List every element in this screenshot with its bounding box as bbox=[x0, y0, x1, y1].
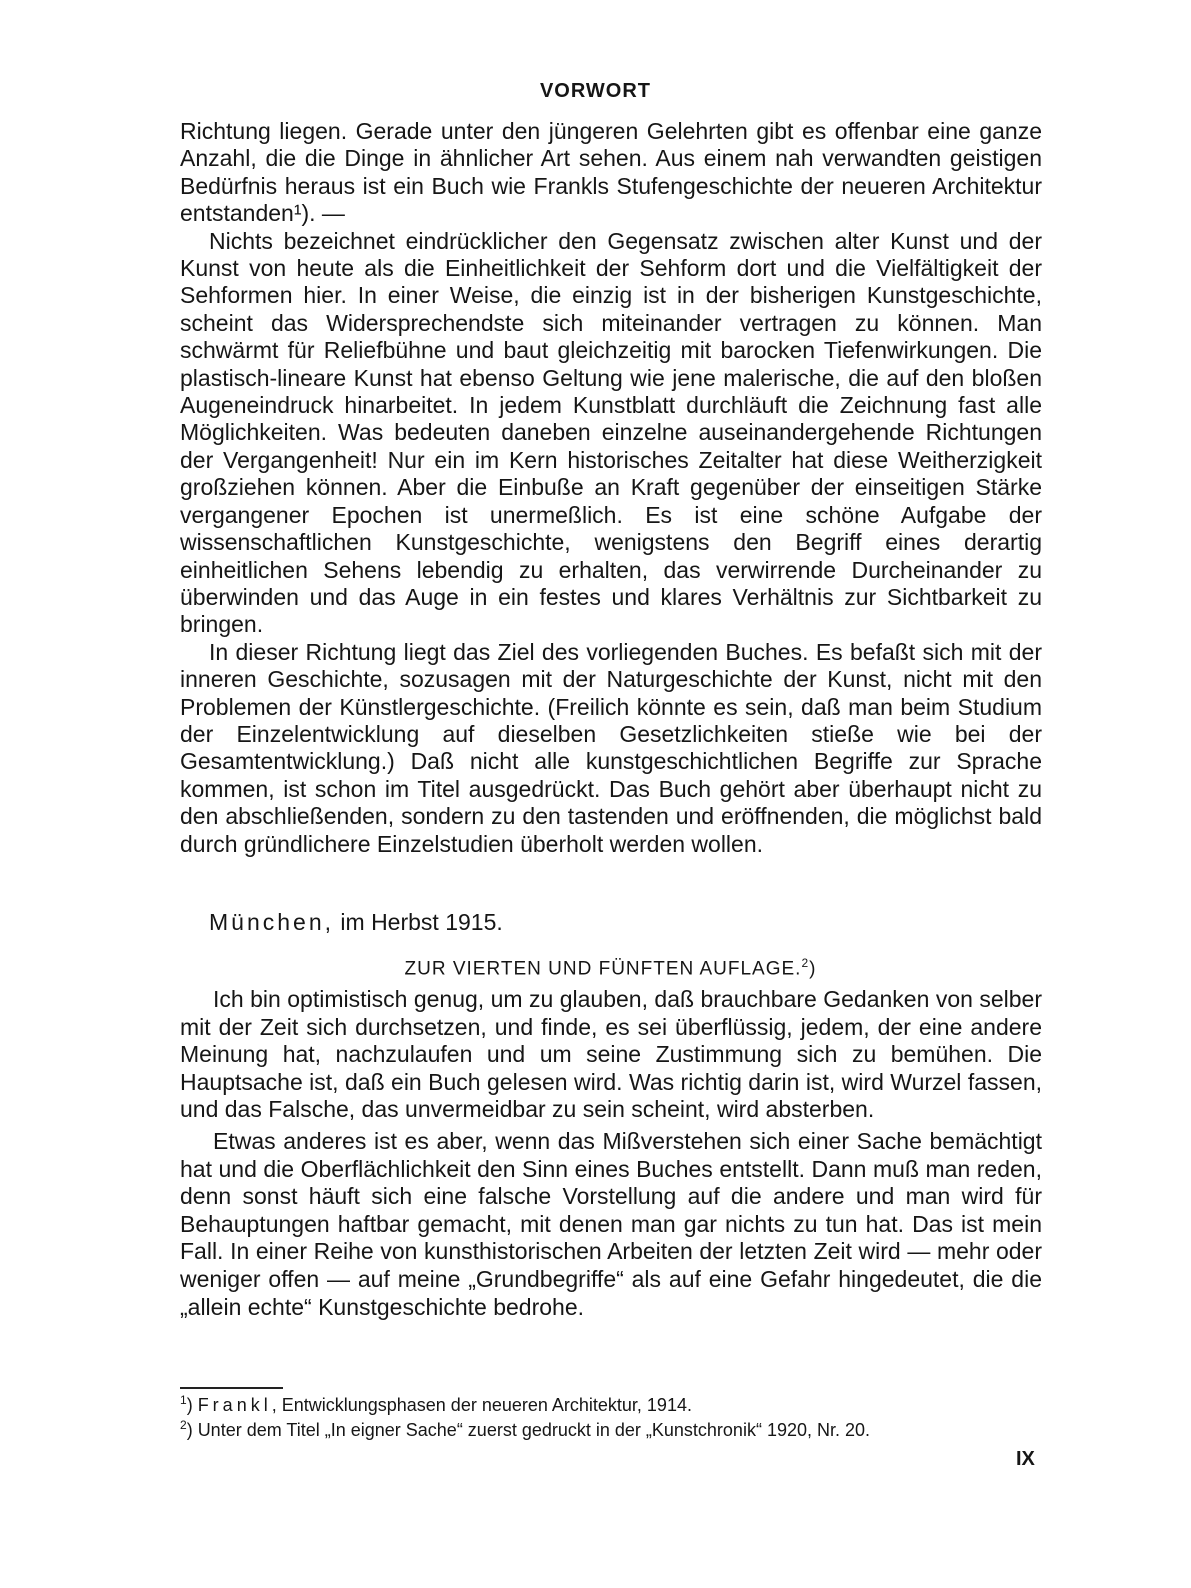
footnote: $^2$) Unter dem Titel „In eigner Sache“ zuerst gedruckt in der „Kunstchronik“ 1920, Nr. 20. bbox=[180, 1418, 871, 1440]
signoff bbox=[209, 909, 503, 936]
footnote-author: Frankl bbox=[197, 1395, 272, 1415]
page-number: IX bbox=[1016, 1448, 1035, 1470]
paragraph: Richtung liegen. Gerade unter den jüngeren Gelehrten gibt es offenbar eine ganze Anzahl, die die Dinge in ähnlicher Art sehen. Aus einem nah verwandten geistigen Bedürfnis heraus ist ein Buch wie Frankls Stufengeschichte der neueren Architektur entstanden¹). — bbox=[180, 118, 1042, 227]
footnote-mark: 2 bbox=[180, 1418, 187, 1432]
running-head: VORWORT bbox=[539, 80, 652, 102]
signoff-place: München, bbox=[209, 909, 335, 935]
paragraph: In dieser Richtung liegt das Ziel des vorliegenden Buches. Es befaßt sich mit der inneren Geschichte, sozusagen mit der Naturgeschichte der Kunst, nicht mit den Problemen der Künstlergeschichte. (Freilich könnte es sein, daß man beim Studium der Einzelentwicklung auf dieselben Gesetzlichkeiten stieße wie bei der Gesamtentwicklung.) Daß nicht alle kunstgeschichtlichen Begriffe zur Sprache kommen, ist schon im Titel ausgedrückt. Das Buch gehört aber überhaupt nicht zu den abschließenden, sondern zu den tastenden und eröffnenden, die möglichst bald durch gründlichere Einzelstudien überholt werden wollen. bbox=[180, 638, 1042, 857]
section-heading-text: ZUR VIERTEN UND FÜNFTEN AUFLAGE. bbox=[404, 958, 802, 980]
preface-text bbox=[180, 118, 1042, 858]
signoff-date: im Herbst 1915. bbox=[334, 909, 503, 935]
footnote-ref: 2 bbox=[801, 956, 810, 970]
footnote-mark: 1 bbox=[180, 1393, 187, 1407]
footnote-rule bbox=[180, 1387, 283, 1389]
paragraph: Nichts bezeichnet eindrücklicher den Gegensatz zwischen alter Kunst und der Kunst von heute als die Einheitlichkeit der Sehform dort und die Vielfältigkeit der Sehformen hier. In einer Weise, die einzig ist in der bisherigen Kunstgeschichte, scheint das Widersprechendste sich miteinander vertragen zu können. Man schwärmt für Reliefbühne und baut gleichzeitig mit barocken Tiefenwirkungen. Die plastisch-lineare Kunst hat ebenso Geltung wie jene malerische, die auf den bloßen Augeneindruck hinarbeitet. In jedem Kunstblatt durchläuft die Zeichnung fast alle Möglichkeiten. Was bedeuten daneben einzelne auseinandergehende Richtungen der Vergangenheit! Nur ein im Kern historisches Zeitalter hat diese Weitherzigkeit großziehen können. Aber die Einbuße an Kraft gegenüber der einseitigen Stärke vergangener Epochen ist unermeßlich. Es ist eine schöne Aufgabe der wissenschaftlichen Kunstgeschichte, wenigstens den Begriff eines derartig einheitlichen Sehens lebendig zu erhalten, das verwirrende Durcheinander zu überwinden und das Auge in ein festes und klares Verhältnis zur Sichtbarkeit zu bringen. bbox=[180, 227, 1042, 638]
section-heading: ZUR VIERTEN UND FÜNFTEN AUFLAGE.$^2$) bbox=[404, 956, 817, 980]
paragraph: Ich bin optimistisch genug, um zu glauben, daß brauchbare Gedanken von selber mit der Zeit sich durchsetzen, und finde, es sei überflüssig, jedem, der eine andere Meinung hat, nachzulaufen und um seine Zustimmung sich zu bemühen. Die Hauptsache ist, daß ein Buch gelesen wird. Was richtig darin ist, wird Wurzel fassen, und das Falsche, das unvermeidbar zu sein scheint, wird absterben. bbox=[180, 986, 1042, 1123]
later-edition-text bbox=[180, 986, 1042, 1321]
footnote: $^1$) Frankl, Entwicklungsphasen der neueren Architektur, 1914. bbox=[180, 1393, 692, 1415]
footnote-text: Unter dem Titel „In eigner Sache“ zuerst gedruckt in der „Kunstchronik“ 1920, Nr. 20. bbox=[197, 1420, 871, 1440]
paragraph: Etwas anderes ist es aber, wenn das Mißverstehen sich einer Sache bemächtigt hat und die Oberflächlichkeit den Sinn eines Buches entstellt. Dann muß man reden, denn sonst häuft sich eine falsche Vorstellung auf die andere und man wird für Behauptungen haftbar gemacht, mit denen man gar nichts zu tun hat. Das ist mein Fall. In einer Reihe von kunsthistorischen Arbeiten der letzten Zeit wird — mehr oder weniger offen — auf meine „Grundbegriffe“ als auf eine Gefahr hingedeutet, die die „allein echte“ Kunstgeschichte bedrohe. bbox=[180, 1127, 1042, 1320]
footnote-text: , Entwicklungsphasen der neueren Architektur, 1914. bbox=[271, 1395, 692, 1415]
